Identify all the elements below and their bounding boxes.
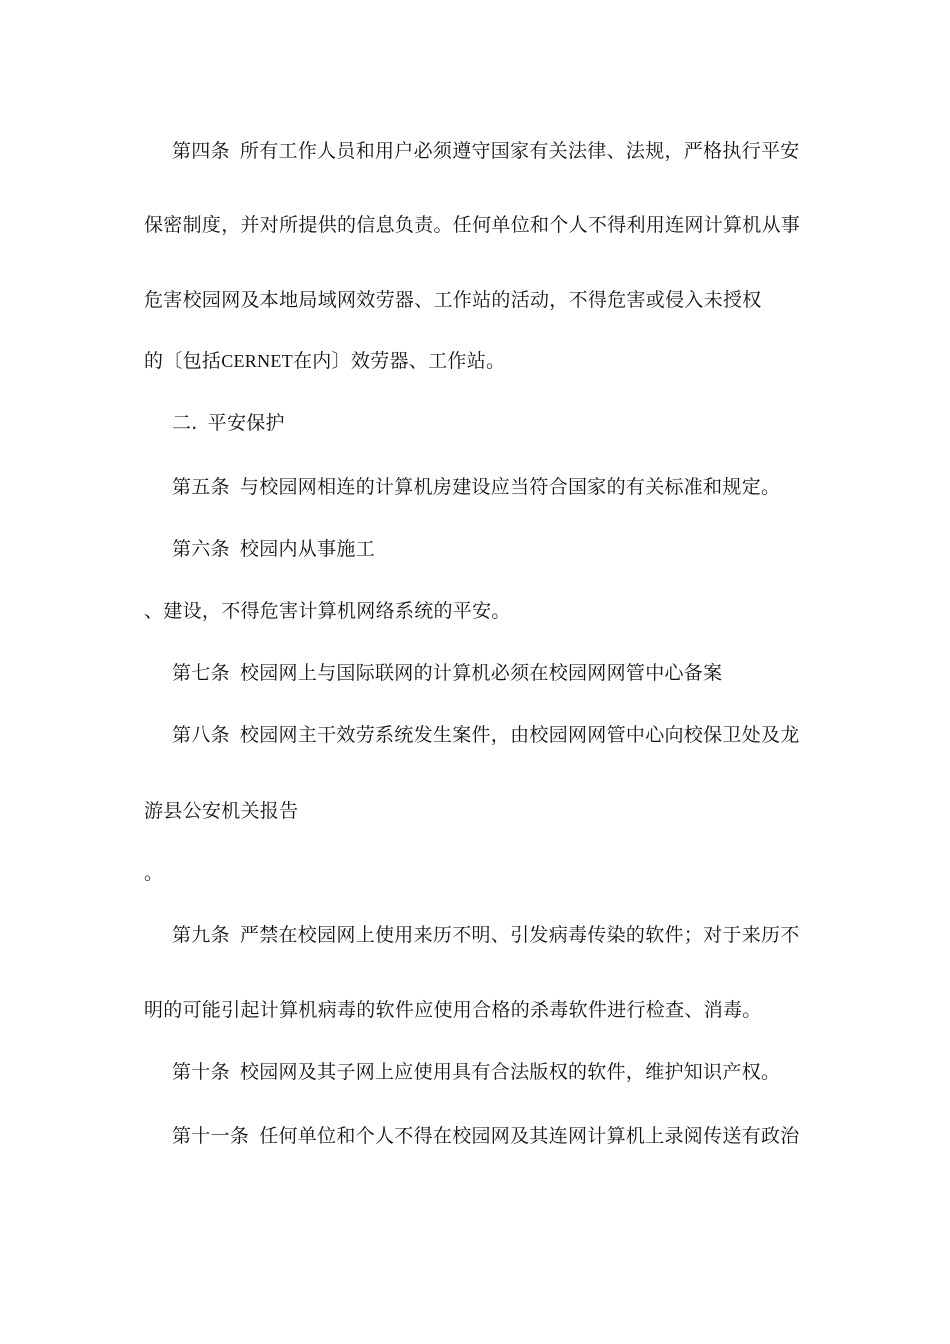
- article-5-text: 与校园网相连的计算机房建设应当符合国家的有关标准和规定。: [239, 476, 781, 498]
- article-8-line-1: [172, 722, 800, 748]
- article-4-line-4-post: 在内〕效劳器、工作站。: [293, 350, 506, 372]
- section-2-heading: [172, 410, 285, 436]
- article-11-text: 任何单位和个人不得在校园网及其连网计算机上录阅传送有政治: [259, 1125, 800, 1147]
- article-8-text: 校园网主干效劳系统发生案件，由校园网网管中心向校保卫处及龙: [239, 724, 800, 746]
- article-9-heading: 第九条: [172, 924, 230, 946]
- article-8-line-3: 。: [144, 862, 164, 884]
- article-7-heading: 第七条: [172, 662, 230, 684]
- section-2-title: 平安保护: [207, 412, 285, 434]
- article-6-heading: 第六条: [172, 538, 230, 560]
- article-4-line-2: 保密制度，并对所提供的信息负责。任何单位和个人不得利用连网计算机从事: [144, 214, 801, 236]
- article-4-line-4: [144, 348, 505, 374]
- article-4-heading: 第四条: [172, 140, 230, 162]
- article-9-line-2: 明的可能引起计算机病毒的软件应使用合格的杀毒软件进行检查、消毒。: [144, 999, 762, 1021]
- article-7-text: 校园网上与国际联网的计算机必须在校园网网管中心备案: [239, 662, 723, 684]
- article-4-line-3: 危害校园网及本地局域网效劳器、工作站的活动，不得危害或侵入未授权: [144, 289, 762, 311]
- article-5: [172, 474, 780, 500]
- article-10-heading: 第十条: [172, 1061, 230, 1083]
- article-10-text: 校园网及其子网上应使用具有合法版权的软件，维护知识产权。: [239, 1061, 781, 1083]
- section-2-number: 二.: [172, 412, 198, 434]
- article-9-line-1: [172, 922, 800, 948]
- article-7: [172, 660, 722, 686]
- article-9-text: 严禁在校园网上使用来历不明、引发病毒传染的软件；对于来历不: [239, 924, 800, 946]
- article-11-line-1: [172, 1123, 800, 1149]
- article-6-line-2: 、建设，不得危害计算机网络系统的平安。: [144, 600, 511, 622]
- article-4-text: 所有工作人员和用户必须遵守国家有关法律、法规，严格执行平安: [239, 140, 800, 162]
- article-6-line-1: [172, 536, 375, 562]
- article-10: [172, 1059, 780, 1085]
- article-8-line-2: 游县公安机关报告: [144, 800, 299, 822]
- article-5-heading: 第五条: [172, 476, 230, 498]
- article-6-text: 校园内从事施工: [239, 538, 376, 560]
- cernet-text: CERNET: [221, 351, 293, 371]
- article-8-heading: 第八条: [172, 724, 230, 746]
- article-4-line-4-pre: 的〔包括: [144, 350, 222, 372]
- article-11-heading: 第十一条: [172, 1125, 250, 1147]
- article-4-line-1: [172, 138, 800, 164]
